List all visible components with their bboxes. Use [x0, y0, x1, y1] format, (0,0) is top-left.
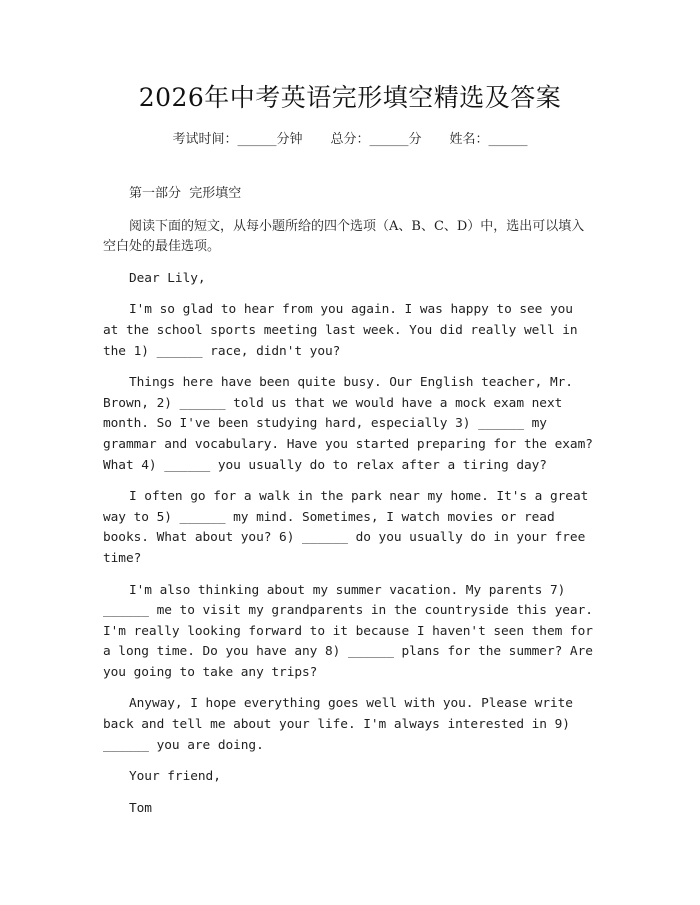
letter-paragraph-1: I'm so glad to hear from you again. I was happy to see you at the school sports meeting last week. You did really well in the 1) ______ race, didn't you? [103, 302, 578, 359]
letter-paragraph-4: I'm also thinking about my summer vacation. My parents 7) ______ me to visit my grandparents in the countryside this year. I'm really looking forward to it because I haven't seen them for a long time. Do you have any 8) ______ plans for the summer? Are you going to take any trips? [103, 582, 593, 680]
section-heading: 第一部分 完形填空 [129, 186, 242, 201]
letter-paragraph-5: Anyway, I hope everything goes well with you. Please write back and tell me about your life. I'm always interested in 9) ______ you are doing. [103, 696, 573, 753]
letter-greeting: Dear Lily, [129, 270, 206, 286]
page-title: 2026年中考英语完形填空精选及答案 [138, 83, 562, 112]
exam-time-field: 考试时间：______分钟 [172, 132, 303, 147]
letter-paragraph-3: I often go for a walk in the park near my home. It's a great way to 5) ______ my mind. Sometimes, I watch movies or read books. What about you? 6) ______ do you usually do in your free time? [103, 489, 589, 566]
total-score-field: 总分：______分 [330, 132, 422, 147]
instructions-paragraph: 阅读下面的短文，从每小题所给的四个选项（A、B、C、D）中，选出可以填入空白处的最佳选项。 [103, 218, 585, 255]
letter-signature: Tom [129, 800, 152, 816]
letter-closing: Your friend, [129, 769, 221, 785]
exam-meta-line [0, 129, 700, 151]
document-body [103, 184, 595, 830]
student-name-field: 姓名：______ [449, 132, 528, 147]
letter-paragraph-2: Things here have been quite busy. Our English teacher, Mr. Brown, 2) ______ told us that we would have a mock exam next month. So I've been studying hard, especially 3) ______ my grammar and vocabulary. Have you started preparing for the exam? What 4) ______ you usually do to relax after a tiring day? [103, 375, 593, 473]
